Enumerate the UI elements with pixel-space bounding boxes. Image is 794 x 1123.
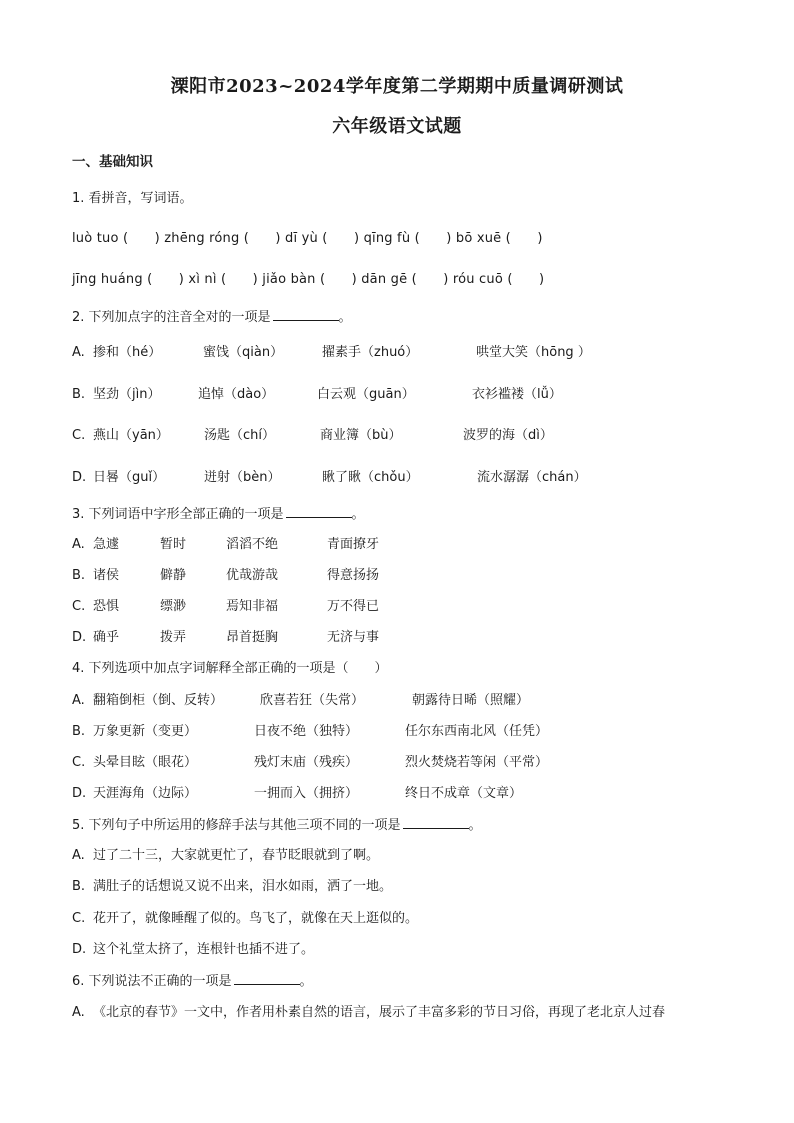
- option-item: 衣衫褴褛（lǚ）: [472, 387, 562, 402]
- question-2-stem: [72, 308, 352, 327]
- question-5-suffix: 。: [468, 818, 482, 833]
- option-item: 恐惧: [93, 599, 120, 614]
- section-heading: 一、基础知识: [72, 154, 153, 170]
- question-6-suffix: 。: [299, 974, 313, 989]
- option-label: B.: [72, 879, 86, 894]
- question-5-stem: [72, 816, 482, 835]
- question-1-pinyin-row-2: jīng huáng ( ) xì nì ( ) jiǎo bàn ( ) dān gē ( ) róu cuō ( ): [72, 272, 545, 287]
- option-label: D.: [72, 470, 87, 485]
- question-6-stem: [72, 972, 313, 991]
- question-2-suffix: 。: [338, 310, 352, 325]
- page-title: 溧阳市2023~2024学年度第二学期期中质量调研测试: [170, 76, 624, 97]
- option-item: 哄堂大笑（hōng ）: [476, 345, 591, 360]
- question-1-pinyin-row-1: luò tuo ( ) zhēng róng ( ) dī yù ( ) qīng fù ( ) bō xuē ( ): [72, 231, 543, 246]
- question-2-text: 2. 下列加点字的注音全对的一项是: [72, 310, 271, 325]
- option-item: 终日不成章（文章）: [405, 786, 523, 801]
- question-3-suffix: 。: [351, 507, 365, 522]
- option-item: 朝露待日晞（照耀）: [412, 693, 530, 708]
- option-label: B.: [72, 724, 86, 739]
- option-item: 青面撩牙: [327, 537, 380, 552]
- answer-blank[interactable]: [273, 308, 339, 321]
- option-item: 诸侯: [93, 568, 120, 583]
- option-text: 满肚子的话想说又说不出来，泪水如雨，洒了一地。: [93, 879, 393, 894]
- option-item: 暂时: [160, 537, 187, 552]
- question-4-stem: 4. 下列选项中加点字词解释全部正确的一项是（ ）: [72, 661, 388, 676]
- question-5-text: 5. 下列句子中所运用的修辞手法与其他三项不同的一项是: [72, 818, 401, 833]
- option-item: 瞅了瞅（chǒu）: [322, 470, 419, 485]
- option-item: 欣喜若狂（失常）: [260, 693, 365, 708]
- option-label: A.: [72, 1005, 85, 1020]
- option-item: 蜜饯（qiàn）: [203, 345, 284, 360]
- option-item: 烈火焚烧若等闲（平常）: [405, 755, 549, 770]
- option-label: B.: [72, 387, 86, 402]
- question-3-text: 3. 下列词语中字形全部正确的一项是: [72, 507, 284, 522]
- option-item: 擢素手（zhuó）: [322, 345, 419, 360]
- option-item: 无济与事: [327, 630, 380, 645]
- option-label: C.: [72, 755, 86, 770]
- option-text: 这个礼堂太挤了，连根针也插不进了。: [93, 942, 315, 957]
- option-item: 白云观（guān）: [317, 387, 415, 402]
- option-item: 追悼（dào）: [198, 387, 275, 402]
- option-label: D.: [72, 786, 87, 801]
- option-text: 花开了，就像睡醒了似的。鸟飞了，就像在天上逛似的。: [93, 911, 419, 926]
- option-item: 汤匙（chí）: [204, 428, 275, 443]
- option-item: 掺和（hé）: [93, 345, 162, 360]
- option-label: A.: [72, 345, 85, 360]
- option-item: 得意扬扬: [327, 568, 380, 583]
- option-item: 残灯末庙（残疾）: [254, 755, 359, 770]
- option-item: 僻静: [160, 568, 187, 583]
- option-item: 坚劲（jìn）: [93, 387, 161, 402]
- option-item: 优哉游哉: [226, 568, 279, 583]
- option-item: 任尔东西南北风（任凭）: [405, 724, 549, 739]
- option-item: 急遽: [93, 537, 120, 552]
- option-label: C.: [72, 428, 86, 443]
- option-item: 万不得已: [327, 599, 380, 614]
- option-item: 昂首挺胸: [226, 630, 279, 645]
- option-item: 滔滔不绝: [226, 537, 279, 552]
- option-item: 缥渺: [160, 599, 187, 614]
- option-label: D.: [72, 942, 87, 957]
- question-6-text: 6. 下列说法不正确的一项是: [72, 974, 232, 989]
- answer-blank[interactable]: [403, 816, 469, 829]
- option-text: 《北京的春节》一文中，作者用朴素自然的语言，展示了丰富多彩的节日习俗，再现了老北京人过春: [93, 1005, 666, 1020]
- option-item: 确乎: [93, 630, 120, 645]
- option-item: 日晷（guǐ）: [93, 470, 166, 485]
- option-label: D.: [72, 630, 87, 645]
- option-label: A.: [72, 537, 85, 552]
- option-item: 波罗的海（dì）: [463, 428, 553, 443]
- option-item: 拨弄: [160, 630, 187, 645]
- option-item: 翻箱倒柜（倒、反转）: [93, 693, 224, 708]
- option-label: A.: [72, 693, 85, 708]
- option-item: 万象更新（变更）: [93, 724, 198, 739]
- answer-blank[interactable]: [234, 972, 300, 985]
- option-label: B.: [72, 568, 86, 583]
- option-item: 焉知非福: [226, 599, 279, 614]
- option-item: 一拥而入（拥挤）: [254, 786, 359, 801]
- option-item: 商业簿（bù）: [320, 428, 402, 443]
- option-item: 日夜不绝（独特）: [254, 724, 359, 739]
- option-text: 过了二十三，大家就更忙了，春节眨眼就到了啊。: [93, 848, 380, 863]
- option-item: 天涯海角（边际）: [93, 786, 198, 801]
- option-item: 流水潺潺（chán）: [477, 470, 587, 485]
- option-item: 迸射（bèn）: [204, 470, 281, 485]
- option-label: C.: [72, 599, 86, 614]
- option-label: A.: [72, 848, 85, 863]
- option-item: 头晕目眩（眼花）: [93, 755, 198, 770]
- page-subtitle: 六年级语文试题: [332, 116, 462, 137]
- question-1-stem: 1. 看拼音，写词语。: [72, 191, 193, 206]
- answer-blank[interactable]: [286, 505, 352, 518]
- option-label: C.: [72, 911, 86, 926]
- question-3-stem: [72, 505, 365, 524]
- option-item: 燕山（yān）: [93, 428, 169, 443]
